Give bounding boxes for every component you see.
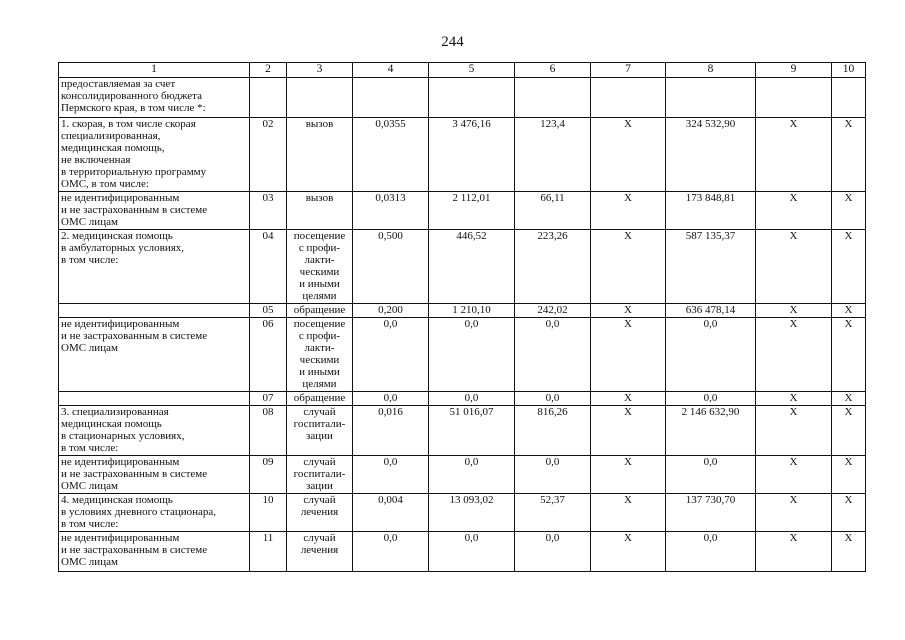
column-header: 2 bbox=[250, 63, 287, 78]
description-cell: 3. специализированная медицинская помощь в стационарных условиях, в том числе: bbox=[59, 406, 250, 456]
column-10-cell: Х bbox=[832, 118, 866, 192]
total-cost-cell: 587 135,37 bbox=[666, 230, 756, 304]
row-code-cell: 03 bbox=[250, 192, 287, 230]
volume-norm-cell: 0,004 bbox=[353, 494, 429, 532]
total-cost-cell: 324 532,90 bbox=[666, 118, 756, 192]
description-cell: не идентифицированным и не застрахованным в системе ОМС лицам bbox=[59, 192, 250, 230]
cost-norm-cell: 446,52 bbox=[429, 230, 515, 304]
row-code-cell: 07 bbox=[250, 392, 287, 406]
total-cost-cell: 636 478,14 bbox=[666, 304, 756, 318]
column-10-cell: Х bbox=[832, 304, 866, 318]
column-7-cell: Х bbox=[591, 456, 666, 494]
cost-norm-cell: 2 112,01 bbox=[429, 192, 515, 230]
description-cell: 4. медицинская помощь в условиях дневного стационара, в том числе: bbox=[59, 494, 250, 532]
description-cell bbox=[59, 392, 250, 406]
description-cell: не идентифицированным и не застрахованным в системе ОМС лицам bbox=[59, 456, 250, 494]
row-code-cell: 08 bbox=[250, 406, 287, 456]
column-header: 8 bbox=[666, 63, 756, 78]
column-9-cell: Х bbox=[756, 406, 832, 456]
table-row bbox=[59, 406, 866, 456]
per-capita-cell: 242,02 bbox=[515, 304, 591, 318]
total-cost-cell: 137 730,70 bbox=[666, 494, 756, 532]
row-code-cell: 09 bbox=[250, 456, 287, 494]
column-9-cell: Х bbox=[756, 532, 832, 572]
column-header: 6 bbox=[515, 63, 591, 78]
page-number: 244 bbox=[441, 34, 464, 50]
column-10-cell: Х bbox=[832, 494, 866, 532]
total-cost-cell: 173 848,81 bbox=[666, 192, 756, 230]
header-row bbox=[59, 63, 866, 78]
per-capita-cell: 816,26 bbox=[515, 406, 591, 456]
cost-norm-cell: 51 016,07 bbox=[429, 406, 515, 456]
column-9-cell: Х bbox=[756, 318, 832, 392]
unit-cell: вызов bbox=[287, 192, 353, 230]
description-cell: 1. скорая, в том числе скорая специализированная, медицинская помощь, не включенная в территориальную программу ОМС, в том числе: bbox=[59, 118, 250, 192]
column-header: 4 bbox=[353, 63, 429, 78]
cost-norm-cell: 0,0 bbox=[429, 318, 515, 392]
unit-cell: случай госпитали- зации bbox=[287, 456, 353, 494]
per-capita-cell: 223,26 bbox=[515, 230, 591, 304]
volume-norm-cell: 0,0 bbox=[353, 456, 429, 494]
per-capita-cell: 123,4 bbox=[515, 118, 591, 192]
cost-norm-cell: 0,0 bbox=[429, 392, 515, 406]
per-capita-cell: 0,0 bbox=[515, 318, 591, 392]
column-7-cell: Х bbox=[591, 318, 666, 392]
column-9-cell: Х bbox=[756, 230, 832, 304]
column-10-cell: Х bbox=[832, 532, 866, 572]
data-table bbox=[58, 62, 866, 572]
cost-norm-cell: 0,0 bbox=[429, 532, 515, 572]
column-10-cell: Х bbox=[832, 406, 866, 456]
row-code-cell: 10 bbox=[250, 494, 287, 532]
column-header: 9 bbox=[756, 63, 832, 78]
table-row bbox=[59, 318, 866, 392]
cost-norm-cell: 0,0 bbox=[429, 456, 515, 494]
row-code-cell: 05 bbox=[250, 304, 287, 318]
volume-norm-cell: 0,0 bbox=[353, 532, 429, 572]
per-capita-cell: 0,0 bbox=[515, 392, 591, 406]
column-10-cell: Х bbox=[832, 392, 866, 406]
volume-norm-cell: 0,200 bbox=[353, 304, 429, 318]
column-9-cell: Х bbox=[756, 494, 832, 532]
description-cell: 2. медицинская помощь в амбулаторных условиях, в том числе: bbox=[59, 230, 250, 304]
description-cell: не идентифицированным и не застрахованным в системе ОМС лицам bbox=[59, 532, 250, 572]
total-cost-cell: 0,0 bbox=[666, 392, 756, 406]
unit-cell: вызов bbox=[287, 118, 353, 192]
table-row bbox=[59, 456, 866, 494]
volume-norm-cell: 0,0313 bbox=[353, 192, 429, 230]
row-code-cell: 02 bbox=[250, 118, 287, 192]
row-code-cell: 11 bbox=[250, 532, 287, 572]
per-capita-cell: 66,11 bbox=[515, 192, 591, 230]
column-9-cell: Х bbox=[756, 392, 832, 406]
volume-norm-cell: 0,0 bbox=[353, 392, 429, 406]
table-row bbox=[59, 304, 866, 318]
table-row bbox=[59, 494, 866, 532]
column-10-cell: Х bbox=[832, 192, 866, 230]
column-7-cell: Х bbox=[591, 392, 666, 406]
column-header: 7 bbox=[591, 63, 666, 78]
cost-norm-cell: 1 210,10 bbox=[429, 304, 515, 318]
table-row bbox=[59, 392, 866, 406]
table-row bbox=[59, 192, 866, 230]
column-header: 10 bbox=[832, 63, 866, 78]
column-9-cell: Х bbox=[756, 304, 832, 318]
volume-norm-cell: 0,500 bbox=[353, 230, 429, 304]
table-row bbox=[59, 230, 866, 304]
column-7-cell bbox=[591, 78, 666, 118]
unit-cell: обращение bbox=[287, 304, 353, 318]
table-body bbox=[59, 78, 866, 572]
column-7-cell: Х bbox=[591, 118, 666, 192]
unit-cell: случай госпитали- зации bbox=[287, 406, 353, 456]
volume-norm-cell: 0,0 bbox=[353, 318, 429, 392]
per-capita-cell: 52,37 bbox=[515, 494, 591, 532]
total-cost-cell bbox=[666, 78, 756, 118]
column-7-cell: Х bbox=[591, 494, 666, 532]
per-capita-cell: 0,0 bbox=[515, 456, 591, 494]
per-capita-cell bbox=[515, 78, 591, 118]
unit-cell: посещение с профи- лакти- ческими и иными целями bbox=[287, 230, 353, 304]
column-header: 5 bbox=[429, 63, 515, 78]
unit-cell: случай лечения bbox=[287, 532, 353, 572]
column-header: 3 bbox=[287, 63, 353, 78]
column-10-cell bbox=[832, 78, 866, 118]
volume-norm-cell: 0,0355 bbox=[353, 118, 429, 192]
unit-cell: посещение с профи- лакти- ческими и иными целями bbox=[287, 318, 353, 392]
column-7-cell: Х bbox=[591, 532, 666, 572]
column-7-cell: Х bbox=[591, 304, 666, 318]
volume-norm-cell: 0,016 bbox=[353, 406, 429, 456]
per-capita-cell: 0,0 bbox=[515, 532, 591, 572]
unit-cell: обращение bbox=[287, 392, 353, 406]
column-10-cell: Х bbox=[832, 456, 866, 494]
total-cost-cell: 0,0 bbox=[666, 318, 756, 392]
column-10-cell: Х bbox=[832, 318, 866, 392]
column-9-cell: Х bbox=[756, 456, 832, 494]
column-9-cell bbox=[756, 78, 832, 118]
unit-cell: случай лечения bbox=[287, 494, 353, 532]
description-cell: предоставляемая за счет консолидированного бюджета Пермского края, в том числе *: bbox=[59, 78, 250, 118]
column-header: 1 bbox=[59, 63, 250, 78]
total-cost-cell: 0,0 bbox=[666, 532, 756, 572]
cost-norm-cell bbox=[429, 78, 515, 118]
table-row bbox=[59, 532, 866, 572]
table-row bbox=[59, 78, 866, 118]
table-row bbox=[59, 118, 866, 192]
column-7-cell: Х bbox=[591, 230, 666, 304]
cost-norm-cell: 3 476,16 bbox=[429, 118, 515, 192]
column-9-cell: Х bbox=[756, 192, 832, 230]
row-code-cell bbox=[250, 78, 287, 118]
total-cost-cell: 0,0 bbox=[666, 456, 756, 494]
column-7-cell: Х bbox=[591, 406, 666, 456]
description-cell bbox=[59, 304, 250, 318]
description-cell: не идентифицированным и не застрахованным в системе ОМС лицам bbox=[59, 318, 250, 392]
cost-norm-cell: 13 093,02 bbox=[429, 494, 515, 532]
column-9-cell: Х bbox=[756, 118, 832, 192]
row-code-cell: 04 bbox=[250, 230, 287, 304]
row-code-cell: 06 bbox=[250, 318, 287, 392]
column-10-cell: Х bbox=[832, 230, 866, 304]
column-7-cell: Х bbox=[591, 192, 666, 230]
volume-norm-cell bbox=[353, 78, 429, 118]
unit-cell bbox=[287, 78, 353, 118]
total-cost-cell: 2 146 632,90 bbox=[666, 406, 756, 456]
